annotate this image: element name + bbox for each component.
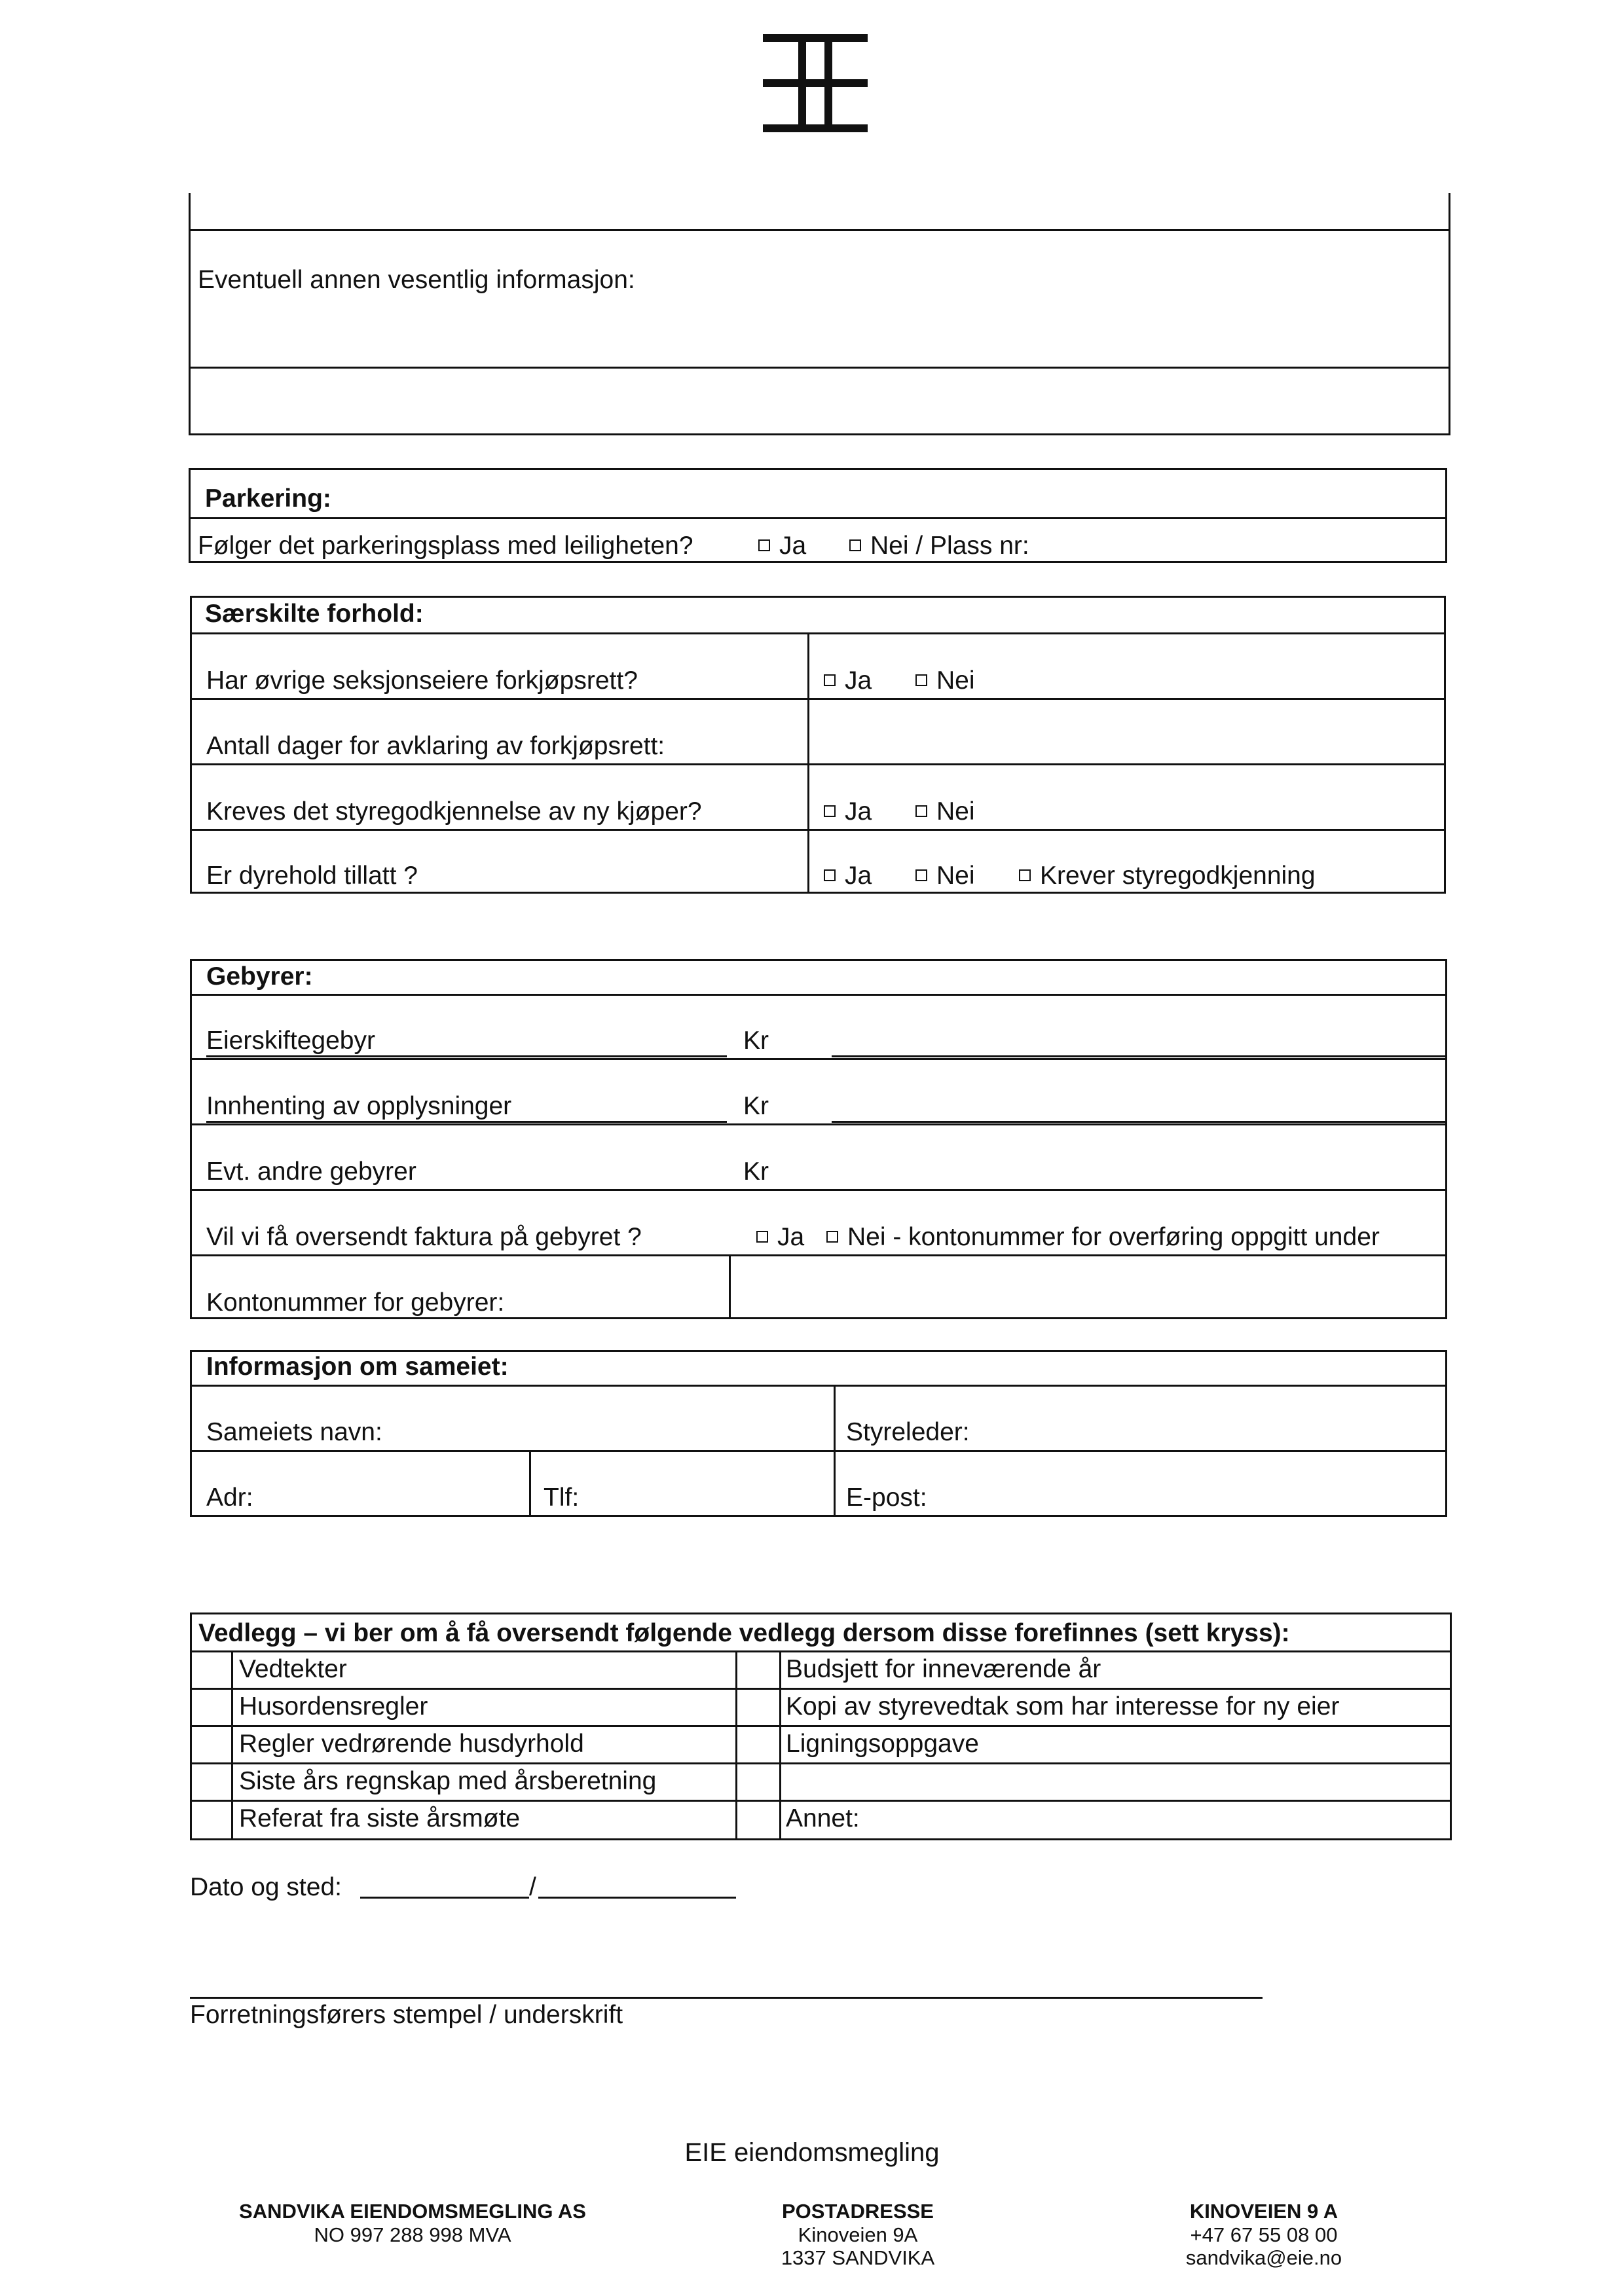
forkjopsrett-days-field[interactable] xyxy=(809,699,1443,761)
parkering-yes-checkbox[interactable]: Ja xyxy=(758,533,806,558)
eie-logo xyxy=(763,34,868,132)
vedlegg-checkbox[interactable] xyxy=(736,1688,777,1722)
footer-contact: KINOVEIEN 9 A +47 67 55 08 00 sandvika@eie.no xyxy=(1185,2200,1342,2270)
checkbox-icon xyxy=(826,1231,838,1243)
vedlegg-checkbox[interactable] xyxy=(736,1650,777,1685)
footer-postal: POSTADRESSE Kinoveien 9A 1337 SANDVIKA xyxy=(781,2200,935,2270)
sameiet-phone-label: Tlf: xyxy=(544,1484,580,1512)
checkbox-icon xyxy=(824,674,836,686)
dyrehold-yes-checkbox[interactable]: Ja xyxy=(824,863,872,888)
gebyrer-title: Gebyrer: xyxy=(206,962,313,991)
sameiet-title: Informasjon om sameiet: xyxy=(206,1353,509,1381)
checkbox-icon xyxy=(758,539,770,551)
checkbox-icon xyxy=(1019,869,1031,881)
stamp-signature-label: Forretningsførers stempel / underskrift xyxy=(190,2001,623,2029)
styregodkjennelse-no-checkbox[interactable]: Nei xyxy=(915,799,975,824)
vedlegg-checkbox[interactable] xyxy=(193,1725,229,1760)
gebyr-eierskifte-kr: Kr xyxy=(743,1027,769,1055)
gebyr-innhenting-amount-field[interactable] xyxy=(832,1087,1445,1120)
account-label: Kontonummer for gebyrer: xyxy=(206,1288,505,1317)
saerskilte-q3: Kreves det styregodkjennelse av ny kjøper? xyxy=(206,797,702,826)
gebyr-andre-amount-field[interactable] xyxy=(832,1152,1445,1185)
vedlegg-checkbox[interactable] xyxy=(736,1800,777,1834)
styregodkjennelse-yes-checkbox[interactable]: Ja xyxy=(824,799,872,824)
vedlegg-item: Regler vedrørende husdyrhold xyxy=(239,1730,584,1758)
saerskilte-q1: Har øvrige seksjonseiere forkjøpsrett? xyxy=(206,666,638,695)
parkering-title: Parkering: xyxy=(205,484,331,513)
gebyr-innhenting-label: Innhenting av opplysninger xyxy=(206,1092,512,1120)
forkjopsrett-no-checkbox[interactable]: Nei xyxy=(915,668,975,693)
forkjopsrett-yes-checkbox[interactable]: Ja xyxy=(824,668,872,693)
vedlegg-checkbox[interactable] xyxy=(736,1762,777,1797)
parkering-question: Følger det parkeringsplass med leiligheten? xyxy=(198,532,693,560)
saerskilte-q2: Antall dager for avklaring av forkjøpsrett: xyxy=(206,732,665,760)
gebyr-eierskifte-amount-field[interactable] xyxy=(832,1021,1445,1054)
vedlegg-item: Budsjett for inneværende år xyxy=(786,1655,1101,1683)
invoice-question: Vil vi få oversendt faktura på gebyret ? xyxy=(206,1223,642,1251)
date-place-label: Dato og sted: xyxy=(190,1873,342,1901)
gebyr-eierskifte-label: Eierskiftegebyr xyxy=(206,1027,375,1055)
saerskilte-title: Særskilte forhold: xyxy=(205,600,424,628)
gebyr-andre-kr: Kr xyxy=(743,1157,769,1186)
place-field[interactable] xyxy=(538,1869,736,1899)
vedlegg-item: Ligningsoppgave xyxy=(786,1730,979,1758)
vedlegg-checkbox[interactable] xyxy=(193,1688,229,1722)
invoice-yes-checkbox[interactable]: Ja xyxy=(756,1224,804,1250)
invoice-no-checkbox[interactable]: Nei - kontonummer for overføring oppgitt under xyxy=(826,1224,1380,1250)
date-slash: / xyxy=(529,1873,536,1901)
checkbox-icon xyxy=(824,805,836,817)
vedlegg-checkbox[interactable] xyxy=(193,1762,229,1797)
dyrehold-board-checkbox[interactable]: Krever styregodkjenning xyxy=(1019,863,1316,888)
checkbox-icon xyxy=(915,674,927,686)
vedlegg-item: Husordensregler xyxy=(239,1692,428,1721)
footer-company: SANDVIKA EIENDOMSMEGLING AS NO 997 288 998 MVA xyxy=(239,2200,586,2246)
vedlegg-item: Kopi av styrevedtak som har interesse for ny eier xyxy=(786,1692,1340,1721)
checkbox-icon xyxy=(849,539,861,551)
other-info-label: Eventuell annen vesentlig informasjon: xyxy=(198,266,635,294)
sameiet-addr-label: Adr: xyxy=(206,1484,253,1512)
signature-field[interactable] xyxy=(190,1958,1263,1999)
checkbox-icon xyxy=(824,869,836,881)
checkbox-icon xyxy=(915,805,927,817)
vedlegg-checkbox[interactable] xyxy=(193,1800,229,1834)
footer-brand: EIE eiendomsmegling xyxy=(684,2138,940,2167)
other-info-field[interactable] xyxy=(191,369,1447,432)
gebyr-innhenting-kr: Kr xyxy=(743,1092,769,1120)
account-number-field[interactable] xyxy=(729,1255,1445,1317)
date-field[interactable] xyxy=(360,1869,529,1899)
sameiet-chair-label: Styreleder: xyxy=(846,1418,970,1446)
saerskilte-q4: Er dyrehold tillatt ? xyxy=(206,862,418,890)
vedlegg-checkbox[interactable] xyxy=(193,1650,229,1685)
vedlegg-item: Referat fra siste årsmøte xyxy=(239,1804,521,1832)
vedlegg-item: Annet: xyxy=(786,1804,860,1832)
vedlegg-item: Siste års regnskap med årsberetning xyxy=(239,1767,657,1795)
sameiet-email-label: E-post: xyxy=(846,1484,927,1512)
checkbox-icon xyxy=(915,869,927,881)
vedlegg-checkbox[interactable] xyxy=(736,1725,777,1760)
checkbox-icon xyxy=(756,1231,768,1243)
vedlegg-title: Vedlegg – vi ber om å få oversendt følgende vedlegg dersom disse forefinnes (sett kryss): xyxy=(198,1619,1290,1647)
vedlegg-item: Vedtekter xyxy=(239,1655,347,1683)
sameiet-name-label: Sameiets navn: xyxy=(206,1418,382,1446)
parkering-no-checkbox[interactable]: Nei / Plass nr: xyxy=(849,533,1029,558)
gebyr-andre-label: Evt. andre gebyrer xyxy=(206,1157,416,1186)
dyrehold-no-checkbox[interactable]: Nei xyxy=(915,863,975,888)
